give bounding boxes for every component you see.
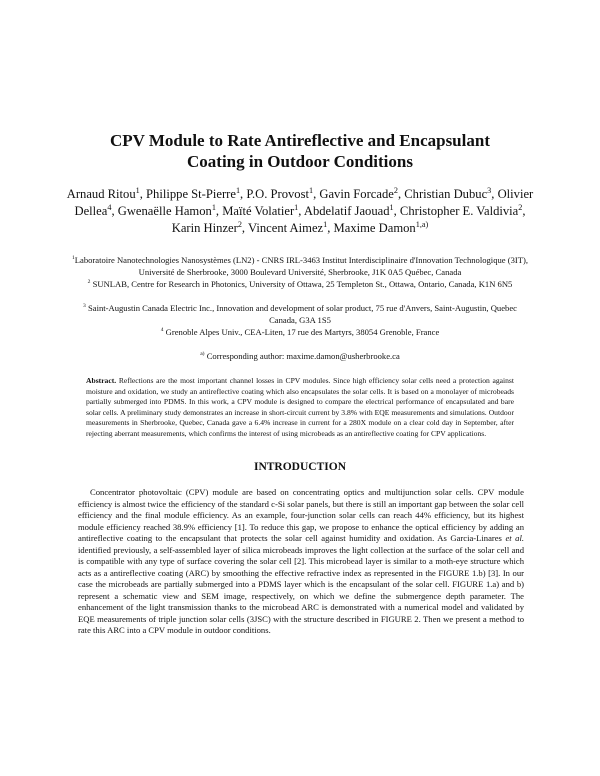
abstract-label: Abstract. — [86, 376, 117, 385]
et-al-italic: et al. — [505, 533, 524, 543]
author: Maxime Damon$^{1,a)}$ — [333, 219, 429, 235]
paper-title — [60, 130, 540, 172]
author: Gwenaëlle Hamon$^1$, — [117, 202, 223, 218]
affiliation-2: $^2$ SUNLAB, Centre for Research in Photonics, University of Ottawa, 25 Templeton St., Ottawa, Ontario, Canada, K1N 6N5 — [87, 279, 513, 289]
author: Gavin Forcade$^2$, — [319, 185, 405, 201]
author: Arnaud Ritou$^1$, — [66, 185, 147, 201]
affiliation-3: $^3$ Saint-Augustin Canada Electric Inc., Innovation and development of solar product, 75 rue d'Anvers, Saint-Augustin, Quebec Canada, G3A 1S5 — [83, 303, 517, 325]
author: Philippe St-Pierre$^1$, — [146, 185, 247, 201]
abstract-text: Reflections are the most important channel losses in CPV modules. Since high efficiency solar cells need a protection against moisture and oxidation, we study an antireflective coating which also encapsulates the solar cells. It is based on a monolayer of microbeads partially submerged into PDMS. In this work, a CPV module is designed to compare the electrical performance of encapsulated and bare solar cells. A preliminary study demonstrates an increase in short-circuit current by 3.8% with EQE measurements and simulations. Outdoor measurements in Sherbrooke, Quebec, Canada gave a 6.4% increase in current for a 280X module on a clear cold day in September, after rejecting aberrant measurements, which confirms the interest of using microbeads as an antireflective coating for CPV applications. — [86, 376, 514, 438]
author: Vincent Aimez$^1$, — [248, 219, 334, 235]
abstract — [86, 376, 514, 440]
author: Christian Dubuc$^3$, — [404, 185, 498, 201]
author: Christopher E. Valdivia$^2$, — [399, 202, 526, 218]
title-line-1: CPV Module to Rate Antireflective and Encapsulant — [110, 131, 490, 150]
affiliation-1: $^1$Laboratoire Nanotechnologies Nanosystèmes (LN2) - CNRS IRL-3463 Institut Interdisciplinaire d'Innovation Technologique (3IT), Université de Sherbrooke, 3000 Boulevard Université, Sherbrooke, J1K 0A5 Québec, Canada — [71, 255, 529, 277]
author: Abdelatif Jaouad$^1$, — [303, 202, 400, 218]
section-heading-introduction: INTRODUCTION — [253, 461, 346, 473]
author: Olivier Dellea$^4$, — [74, 187, 534, 218]
author: P.O. Provost$^1$, — [246, 185, 320, 201]
introduction-paragraph: Concentrator photovoltaic (CPV) module are based on concentrating optics and multijunction solar cells. CPV module efficiency is almost twice the efficiency of the standard c-Si solar panels, but there is still an important gap between the solar cell efficiency and the final module efficiency. As an example, four-junction solar cells can reach 44% efficiency, but its highest module efficiency reached 38.9% efficiency [1]. To reduce this gap, we propose to enhance the optical efficiency by adding an antireflective coating to the encapsulant that protects the solar cell against humidity and oxidation. As Garcia-Linares et al. identified previously, a self-assembled layer of silica microbeads improves the light collection at the surface of the solar cell and is compatible with any type of surface covering the solar cell [2]. This microbead layer is similar to a moth-eye structure which acts as a antireflective coating (ARC) by smoothing the effective refractive index as represented in the FIGURE 1.b) [3]. In our case the microbeads are partially submerged into a PDMS layer which is the encapsulant of the solar cell. FIGURE 1.a) and b) represent a schematic view and SEM image, respectively, on which we define the submergence depth parameter. The enhancement of the light transmission thanks to the microbead ARC is demonstrated with a numerical model and validated by EQE measurements of triple junction solar cells (3JSC) with the structure described in FIGURE 2. Then we present a method to rate this ARC into a CPV module in outdoor conditions. — [78, 487, 524, 635]
title-line-2: Coating in Outdoor Conditions — [187, 152, 413, 171]
author: Maïté Volatier$^1$, — [222, 202, 304, 218]
author-list — [66, 186, 534, 237]
corresponding-author: $^{a)}$ Corresponding author: maxime.damon@usherbrooke.ca — [200, 351, 400, 361]
author: Karin Hinzer$^2$, — [171, 219, 248, 235]
affiliation-4: $^4$ Grenoble Alpes Univ., CEA-Liten, 17 rue des Martyrs, 38054 Grenoble, France — [160, 327, 440, 337]
